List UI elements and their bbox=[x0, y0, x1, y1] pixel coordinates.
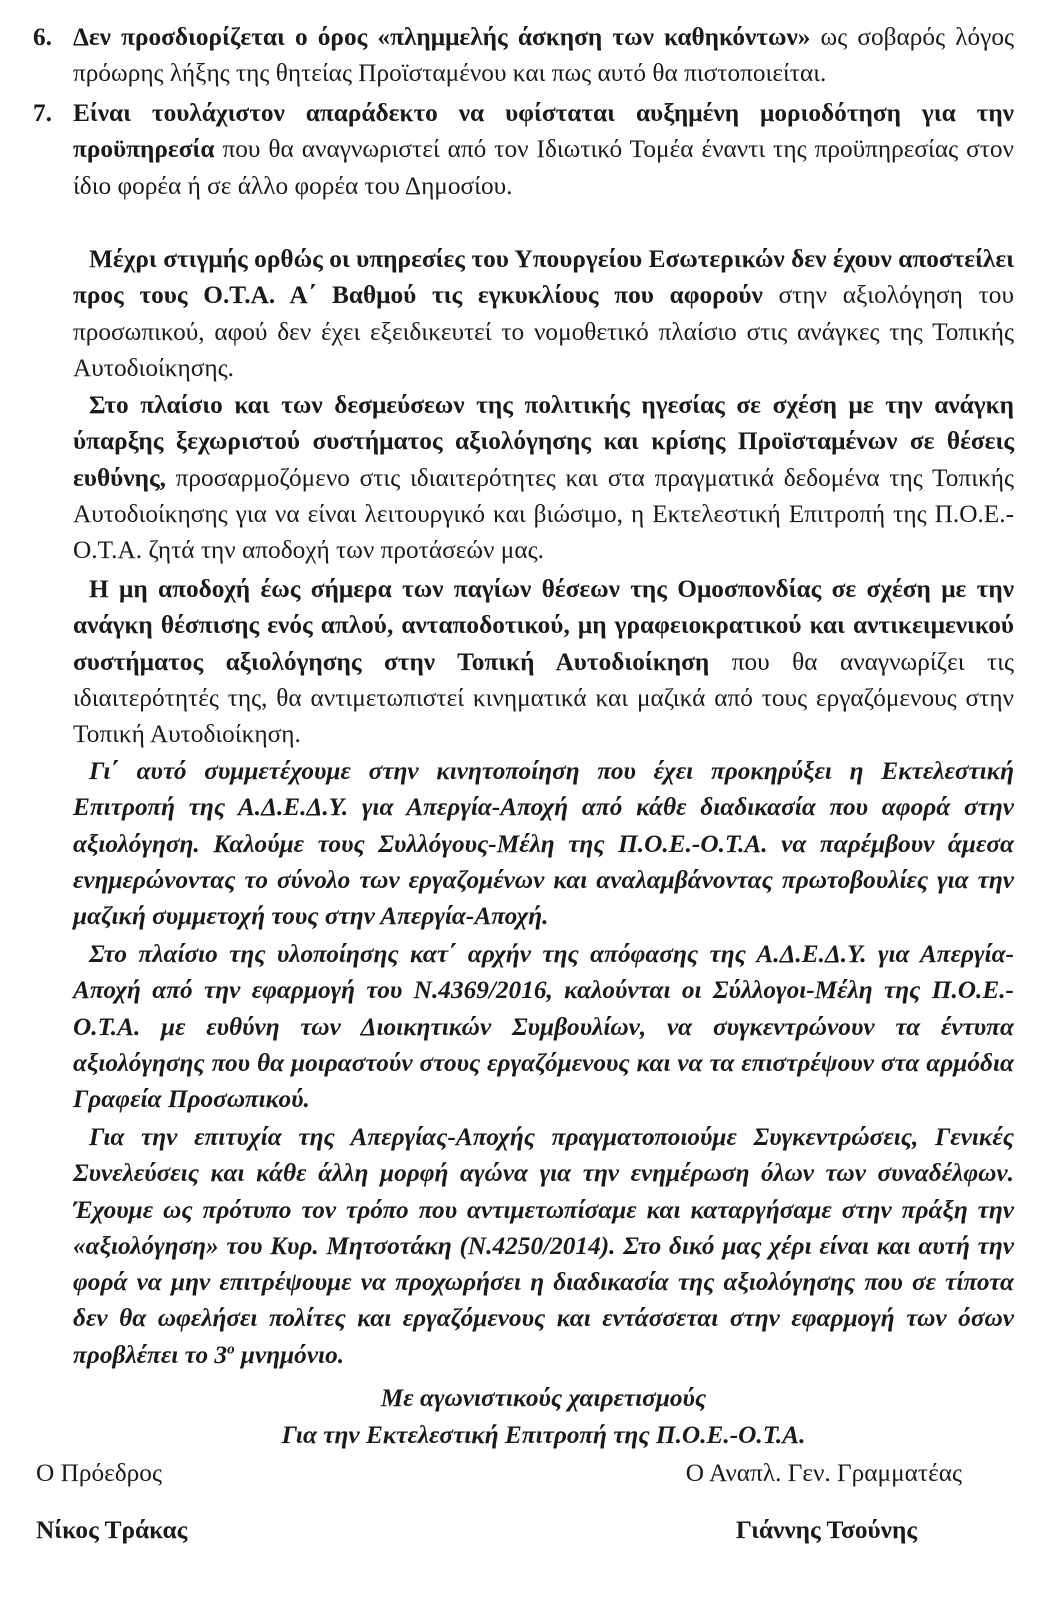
item-6-bold: Δεν προσδιορίζεται ο όρος «πλημμελής άσκηση των καθηκόντων» bbox=[73, 23, 811, 51]
signature-left-name: Νίκος Τράκας bbox=[36, 1516, 188, 1544]
paragraph-strike-success-end: μνημόνιο. bbox=[234, 1340, 345, 1369]
item-6-number: 6. bbox=[33, 23, 52, 51]
paragraph-strike-success bbox=[73, 1119, 1014, 1373]
closing-greeting: Με αγωνιστικούς χαιρετισμούς bbox=[380, 1384, 707, 1412]
item-7-number: 7. bbox=[33, 99, 52, 127]
paragraph-circulars-bold: Μέχρι στιγμής ορθώς οι υπηρεσίες του Υπουργείου Εσωτερικών δεν έχουν αποστείλει προς τους Ο.Τ.Α. Α΄ Βαθμού τις εγκυκλίους που αφορούν bbox=[73, 245, 1014, 310]
paragraph-commitments bbox=[73, 387, 1014, 568]
paragraph-circulars bbox=[73, 241, 1014, 386]
item-6-text bbox=[73, 19, 1014, 92]
item-6-rest: ως σοβαρός λόγος πρόωρης λήξης της θητείας Προϊσταμένου και πως αυτό θα πιστοποιείται. bbox=[73, 23, 1014, 88]
superscript-ordinal: ο bbox=[227, 1341, 235, 1358]
item-7-text bbox=[73, 95, 1014, 204]
signature-left-title: Ο Πρόεδρος bbox=[36, 1459, 162, 1487]
paragraph-non-acceptance bbox=[73, 571, 1014, 752]
paragraph-non-acceptance-bold: Η μη αποδοχή έως σήμερα των παγίων θέσεων της Ομοσπονδίας σε σχέση με την ανάγκη θέσπισης ενός απλού, ανταποδοτικού, μη γραφειοκρατικού και αντικειμενικού συστήματος αξιολόγησης στην Τοπική Αυτοδιοίκηση bbox=[73, 575, 1014, 676]
paragraph-non-acceptance-rest: που θα αναγνωρίζει τις ιδιαιτερότητές της, θα αντιμετωπιστεί κινηματικά και μαζικά από τους εργαζόμενους στην Τοπική Αυτοδιοίκηση. bbox=[73, 647, 1014, 749]
item-7-bold: Είναι τουλάχιστον απαράδεκτο να υφίσταται αυξημένη μοριοδότηση για την προϋπηρεσία bbox=[73, 99, 1014, 164]
signature-right-title: Ο Αναπλ. Γεν. Γραμματέας bbox=[685, 1459, 962, 1487]
paragraph-commitments-rest: προσαρμοζόμενο στις ιδιαιτερότητες και στα πραγματικά δεδομένα της Τοπικής Αυτοδιοίκησης για να είναι λειτουργικό και βιώσιμο, η Εκτελεστική Επιτροπή της Π.Ο.Ε.-Ο.Τ.Α. ζητά την αποδοχή των προτάσεών μας. bbox=[73, 463, 1014, 565]
closing-committee: Για την Εκτελεστική Επιτροπή της Π.Ο.Ε.-Ο.Τ.Α. bbox=[281, 1421, 806, 1449]
paragraph-mobilization: Γι΄ αυτό συμμετέχουμε στην κινητοποίηση που έχει προκηρύξει η Εκτελεστική Επιτροπή της Α.Δ.Ε.Δ.Υ. για Απεργία-Αποχή από κάθε διαδικασία που αφορά στην αξιολόγηση. Καλούμε τους Συλλόγους-Μέλη της Π.Ο.Ε.-Ο.Τ.Α. να παρέμβουν άμεσα ενημερώνοντας το σύνολο των εργαζομένων και αναλαμβάνοντας πρωτοβουλίες για την μαζική συμμετοχή τους στην Απεργία-Αποχή. bbox=[73, 757, 1014, 931]
paragraph-implementation: Στο πλαίσιο της υλοποίησης κατ΄ αρχήν της απόφασης της Α.Δ.Ε.Δ.Υ. για Απεργία-Αποχή από την εφαρμογή του Ν.4369/2016, καλούνται οι Σύλλογοι-Μέλη της Π.Ο.Ε.-Ο.Τ.Α. με ευθύνη των Διοικητικών Συμβουλίων, να συγκεντρώνουν τα έντυπα αξιολόγησης που θα μοιραστούν στους εργαζόμενους και να τα επιστρέψουν στα αρμόδια Γραφεία Προσωπικού. bbox=[73, 940, 1014, 1114]
paragraph-circulars-rest: στην αξιολόγηση του προσωπικού, αφού δεν έχει εξειδικευτεί το νομοθετικό πλαίσιο στις ανάγκες της Τοπικής Αυτοδιοίκησης. bbox=[73, 281, 1014, 382]
signature-right-name: Γιάννης Τσούνης bbox=[735, 1516, 917, 1544]
paragraph-strike-success-text: Για την επιτυχία της Απεργίας-Αποχής πραγματοποιούμε Συγκεντρώσεις, Γενικές Συνελεύσεις και κάθε άλλη μορφή αγώνα για την ενημέρωση όλων των συναδέλφων. Έχουμε ως πρότυπο τον τρόπο που αντιμετωπίσαμε και καταργήσαμε στην πράξη την «αξιολόγηση» του Κυρ. Μητσοτάκη (Ν.4250/2014). Στο δικό μας χέρι είναι και αυτή την φορά να μην επιτρέψουμε να προχωρήσει η διαδικασία της αξιολόγησης που σε τίποτα δεν θα ωφελήσει πολίτες και εργαζόμενους και εντάσσεται στην εφαρμογή των όσων προβλέπει το 3 bbox=[73, 1123, 1014, 1369]
paragraph-commitments-bold: Στο πλαίσιο και των δεσμεύσεων της πολιτικής ηγεσίας σε σχέση με την ανάγκη ύπαρξης ξεχωριστού συστήματος αξιολόγησης και κρίσης Προϊσταμένων σε θέσεις ευθύνης, bbox=[73, 391, 1014, 492]
item-7-rest: που θα αναγνωριστεί από τον Ιδιωτικό Τομέα έναντι της προϋπηρεσίας στον ίδιο φορέα ή σε άλλο φορέα του Δημοσίου. bbox=[73, 135, 1014, 200]
